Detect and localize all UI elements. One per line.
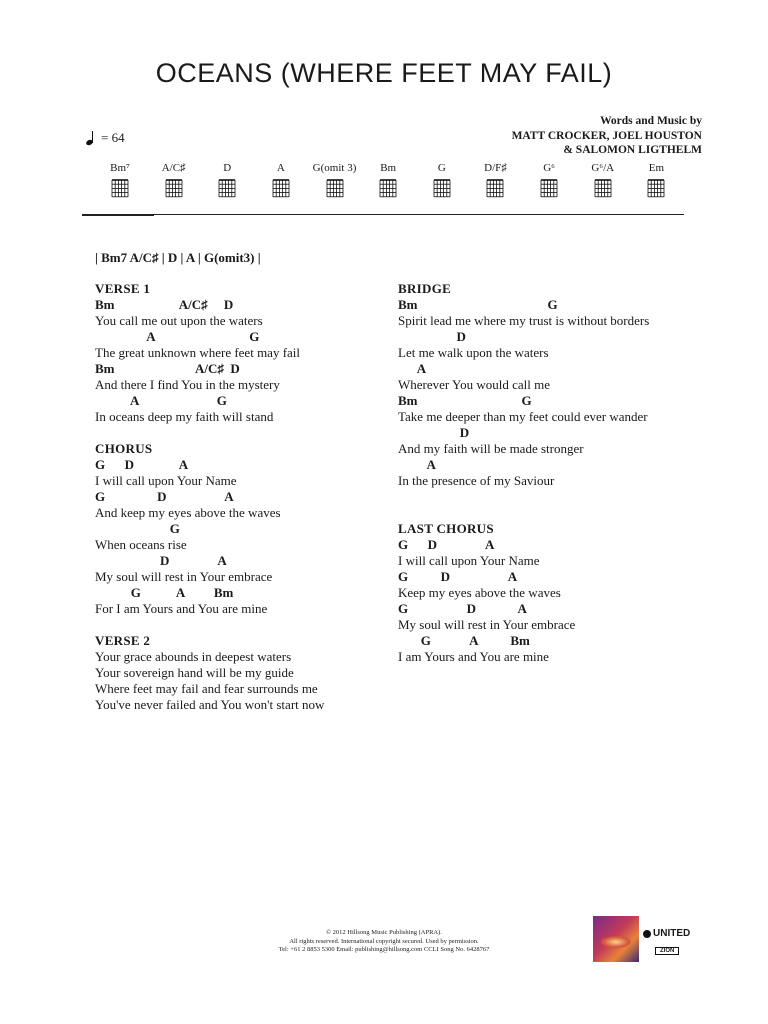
- chord-line: G D A: [95, 457, 189, 472]
- chord-grid-icon: [164, 178, 184, 198]
- lyric-line: Wherever You would call me: [398, 377, 550, 392]
- left-column: [95, 281, 395, 713]
- chord-grid-icon: [539, 178, 559, 198]
- lyric-line: Keep my eyes above the waves: [398, 585, 561, 600]
- chord-grid-icon: [485, 178, 505, 198]
- song-title: OCEANS (WHERE FEET MAY FAIL): [155, 58, 613, 88]
- chord-diagram: [579, 162, 627, 198]
- chord-grid-icon: [646, 178, 666, 198]
- lyric-line: Take me deeper than my feet could ever wander: [398, 409, 648, 424]
- chord-name: G(omit 3): [312, 162, 357, 174]
- chord-diagram: [311, 162, 359, 198]
- united-logo: [643, 928, 690, 957]
- lyric-line: In oceans deep my faith will stand: [95, 409, 274, 424]
- album-cover-image: [593, 916, 639, 962]
- spacer: [95, 617, 395, 633]
- lyric-line: Spirit lead me where my trust is without borders: [398, 313, 650, 328]
- chord-name: D/F♯: [484, 162, 507, 174]
- lyric-line: The great unknown where feet may fail: [95, 345, 301, 360]
- chord-line: Bm A/C♯ D: [95, 297, 234, 312]
- chord-name: G⁶/A: [591, 162, 615, 174]
- lyric-line: My soul will rest in Your embrace: [95, 569, 273, 584]
- divider: [82, 214, 684, 215]
- chord-name: A/C♯: [161, 162, 186, 174]
- album-name: ZION: [655, 947, 679, 955]
- chord-grid-icon: [325, 178, 345, 198]
- logo-disc-icon: [643, 930, 651, 938]
- chord-line: D: [398, 425, 470, 440]
- chord-name: Bm⁷: [110, 162, 130, 174]
- chord-diagram: [364, 162, 412, 198]
- section-heading: CHORUS: [95, 441, 153, 456]
- chord-line: Bm G: [398, 393, 532, 408]
- chord-grid-icon: [110, 178, 130, 198]
- chord-diagram: [257, 162, 305, 198]
- lyric-line: And keep my eyes above the waves: [95, 505, 281, 520]
- lyric-line: And there I find You in the mystery: [95, 377, 280, 392]
- brand-name: UNITED: [653, 928, 691, 939]
- chord-line: G D A: [398, 601, 527, 616]
- chord-line: A G: [95, 393, 227, 408]
- lyric-line: Your grace abounds in deepest waters: [95, 649, 292, 664]
- chord-grid-icon: [432, 178, 452, 198]
- lyric-line: Let me walk upon the waters: [398, 345, 549, 360]
- chord-name: A: [276, 162, 285, 174]
- chord-diagram: [418, 162, 466, 198]
- section-heading: LAST CHORUS: [398, 521, 494, 536]
- lyric-line: Where feet may fail and fear surrounds me: [95, 681, 318, 696]
- chord-grid-icon: [217, 178, 237, 198]
- chord-line: A: [398, 361, 427, 376]
- chord-grid-icon: [593, 178, 613, 198]
- right-column: [398, 281, 698, 665]
- chord-diagram: [96, 162, 144, 198]
- chord-diagram: [471, 162, 519, 198]
- intro-progression: | Bm7 A/C♯ | D | A | G(omit3) |: [95, 250, 261, 265]
- section-heading: VERSE 2: [95, 633, 151, 648]
- lyric-line: I am Yours and You are mine: [398, 649, 549, 664]
- chord-diagram: [203, 162, 251, 198]
- chord-diagram: [632, 162, 680, 198]
- lyric-line: I will call upon Your Name: [398, 553, 540, 568]
- contact-line: Tel: +61 2 8853 5300 Email: publishing@hillsong.com CCLI Song No. 6428767: [278, 946, 490, 953]
- lyric-line: Your sovereign hand will be my guide: [95, 665, 294, 680]
- lyric-line: When oceans rise: [95, 537, 187, 552]
- chord-diagram: [150, 162, 198, 198]
- chord-line: A G: [95, 329, 260, 344]
- chord-line: Bm A/C♯ D: [95, 361, 240, 376]
- rights-line: All rights reserved. International copyright secured. Used by permission.: [289, 937, 479, 945]
- chord-line: D A: [95, 553, 227, 568]
- chord-line: G A Bm: [398, 633, 530, 648]
- chord-line: Bm G: [398, 297, 558, 312]
- chord-name: D: [223, 162, 232, 174]
- quarter-note-icon: [86, 131, 95, 145]
- chord-diagram: [525, 162, 573, 198]
- chord-line: G: [95, 521, 180, 536]
- chord-name: G: [437, 162, 446, 174]
- divider-accent: [82, 214, 154, 216]
- lyric-line: You've never failed and You won't start now: [95, 697, 325, 712]
- section-heading: VERSE 1: [95, 281, 151, 296]
- chord-name: Bm: [380, 162, 397, 174]
- chord-line: G D A: [398, 537, 495, 552]
- lyric-line: In the presence of my Saviour: [398, 473, 555, 488]
- spacer: [398, 489, 698, 505]
- lyric-line: I will call upon Your Name: [95, 473, 237, 488]
- section-heading: BRIDGE: [398, 281, 452, 296]
- chord-name: Em: [648, 162, 664, 174]
- lyric-line: For I am Yours and You are mine: [95, 601, 268, 616]
- credits-label: Words and Music by: [600, 115, 702, 127]
- tempo-value: = 64: [101, 130, 125, 145]
- chord-line: G D A: [95, 489, 234, 504]
- chord-name: G⁶: [543, 162, 555, 174]
- spacer: [95, 425, 395, 441]
- credits: [512, 114, 702, 158]
- credits-writers-2: & SALOMON LIGTHELM: [563, 144, 702, 156]
- copyright-line: © 2012 Hillsong Music Publishing (APRA).: [326, 929, 442, 936]
- spacer: [398, 505, 698, 521]
- lyric-line: My soul will rest in Your embrace: [398, 617, 576, 632]
- chord-grid-icon: [378, 178, 398, 198]
- chord-line: A: [398, 457, 436, 472]
- chord-line: D: [398, 329, 466, 344]
- credits-writers: MATT CROCKER, JOEL HOUSTON: [511, 129, 702, 142]
- chord-line: G D A: [398, 569, 518, 584]
- chord-diagram-row: [96, 162, 686, 202]
- lyric-line: And my faith will be made stronger: [398, 441, 584, 456]
- chord-grid-icon: [271, 178, 291, 198]
- lyric-line: You call me out upon the waters: [95, 313, 263, 328]
- chord-line: G A Bm: [95, 585, 234, 600]
- tempo-marking: [86, 130, 125, 146]
